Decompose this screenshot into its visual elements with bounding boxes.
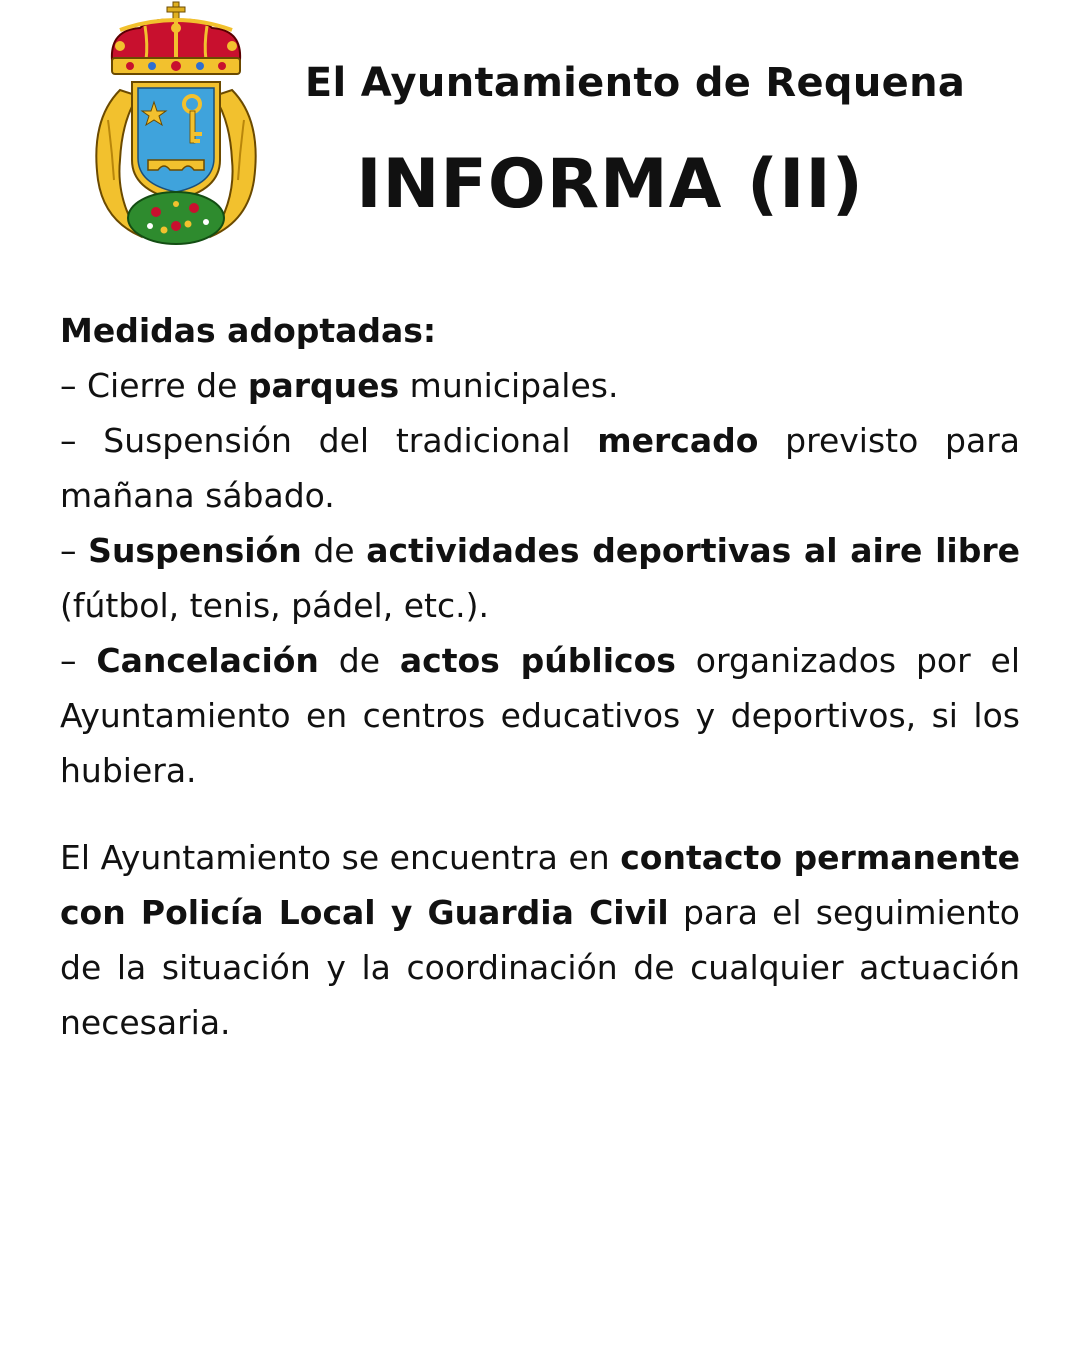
notice-body [60, 303, 1020, 1050]
measures-heading: Medidas adoptadas: [60, 311, 437, 350]
coordination-statement: El Ayuntamiento se encuentra en contacto permanente con Policía Local y Guardia Civil para el seguimiento de la situación y la coordinación de cualquier actuación necesaria. [60, 838, 1020, 1042]
organization-name: El Ayuntamiento de Requena [304, 60, 966, 106]
measure-item: – Cierre de parques municipales. [60, 366, 619, 405]
measure-item: – Suspensión del tradicional mercado previsto para mañana sábado. [60, 421, 1020, 515]
measures-section [60, 303, 1020, 798]
page-title: INFORMA (II) [356, 145, 864, 224]
measure-item: – Cancelación de actos públicos organizados por el Ayuntamiento en centros educativos y deportivos, si los hubiera. [60, 641, 1020, 790]
measure-item: – Suspensión de actividades deportivas al aire libre (fútbol, tenis, pádel, etc.). [60, 531, 1020, 625]
